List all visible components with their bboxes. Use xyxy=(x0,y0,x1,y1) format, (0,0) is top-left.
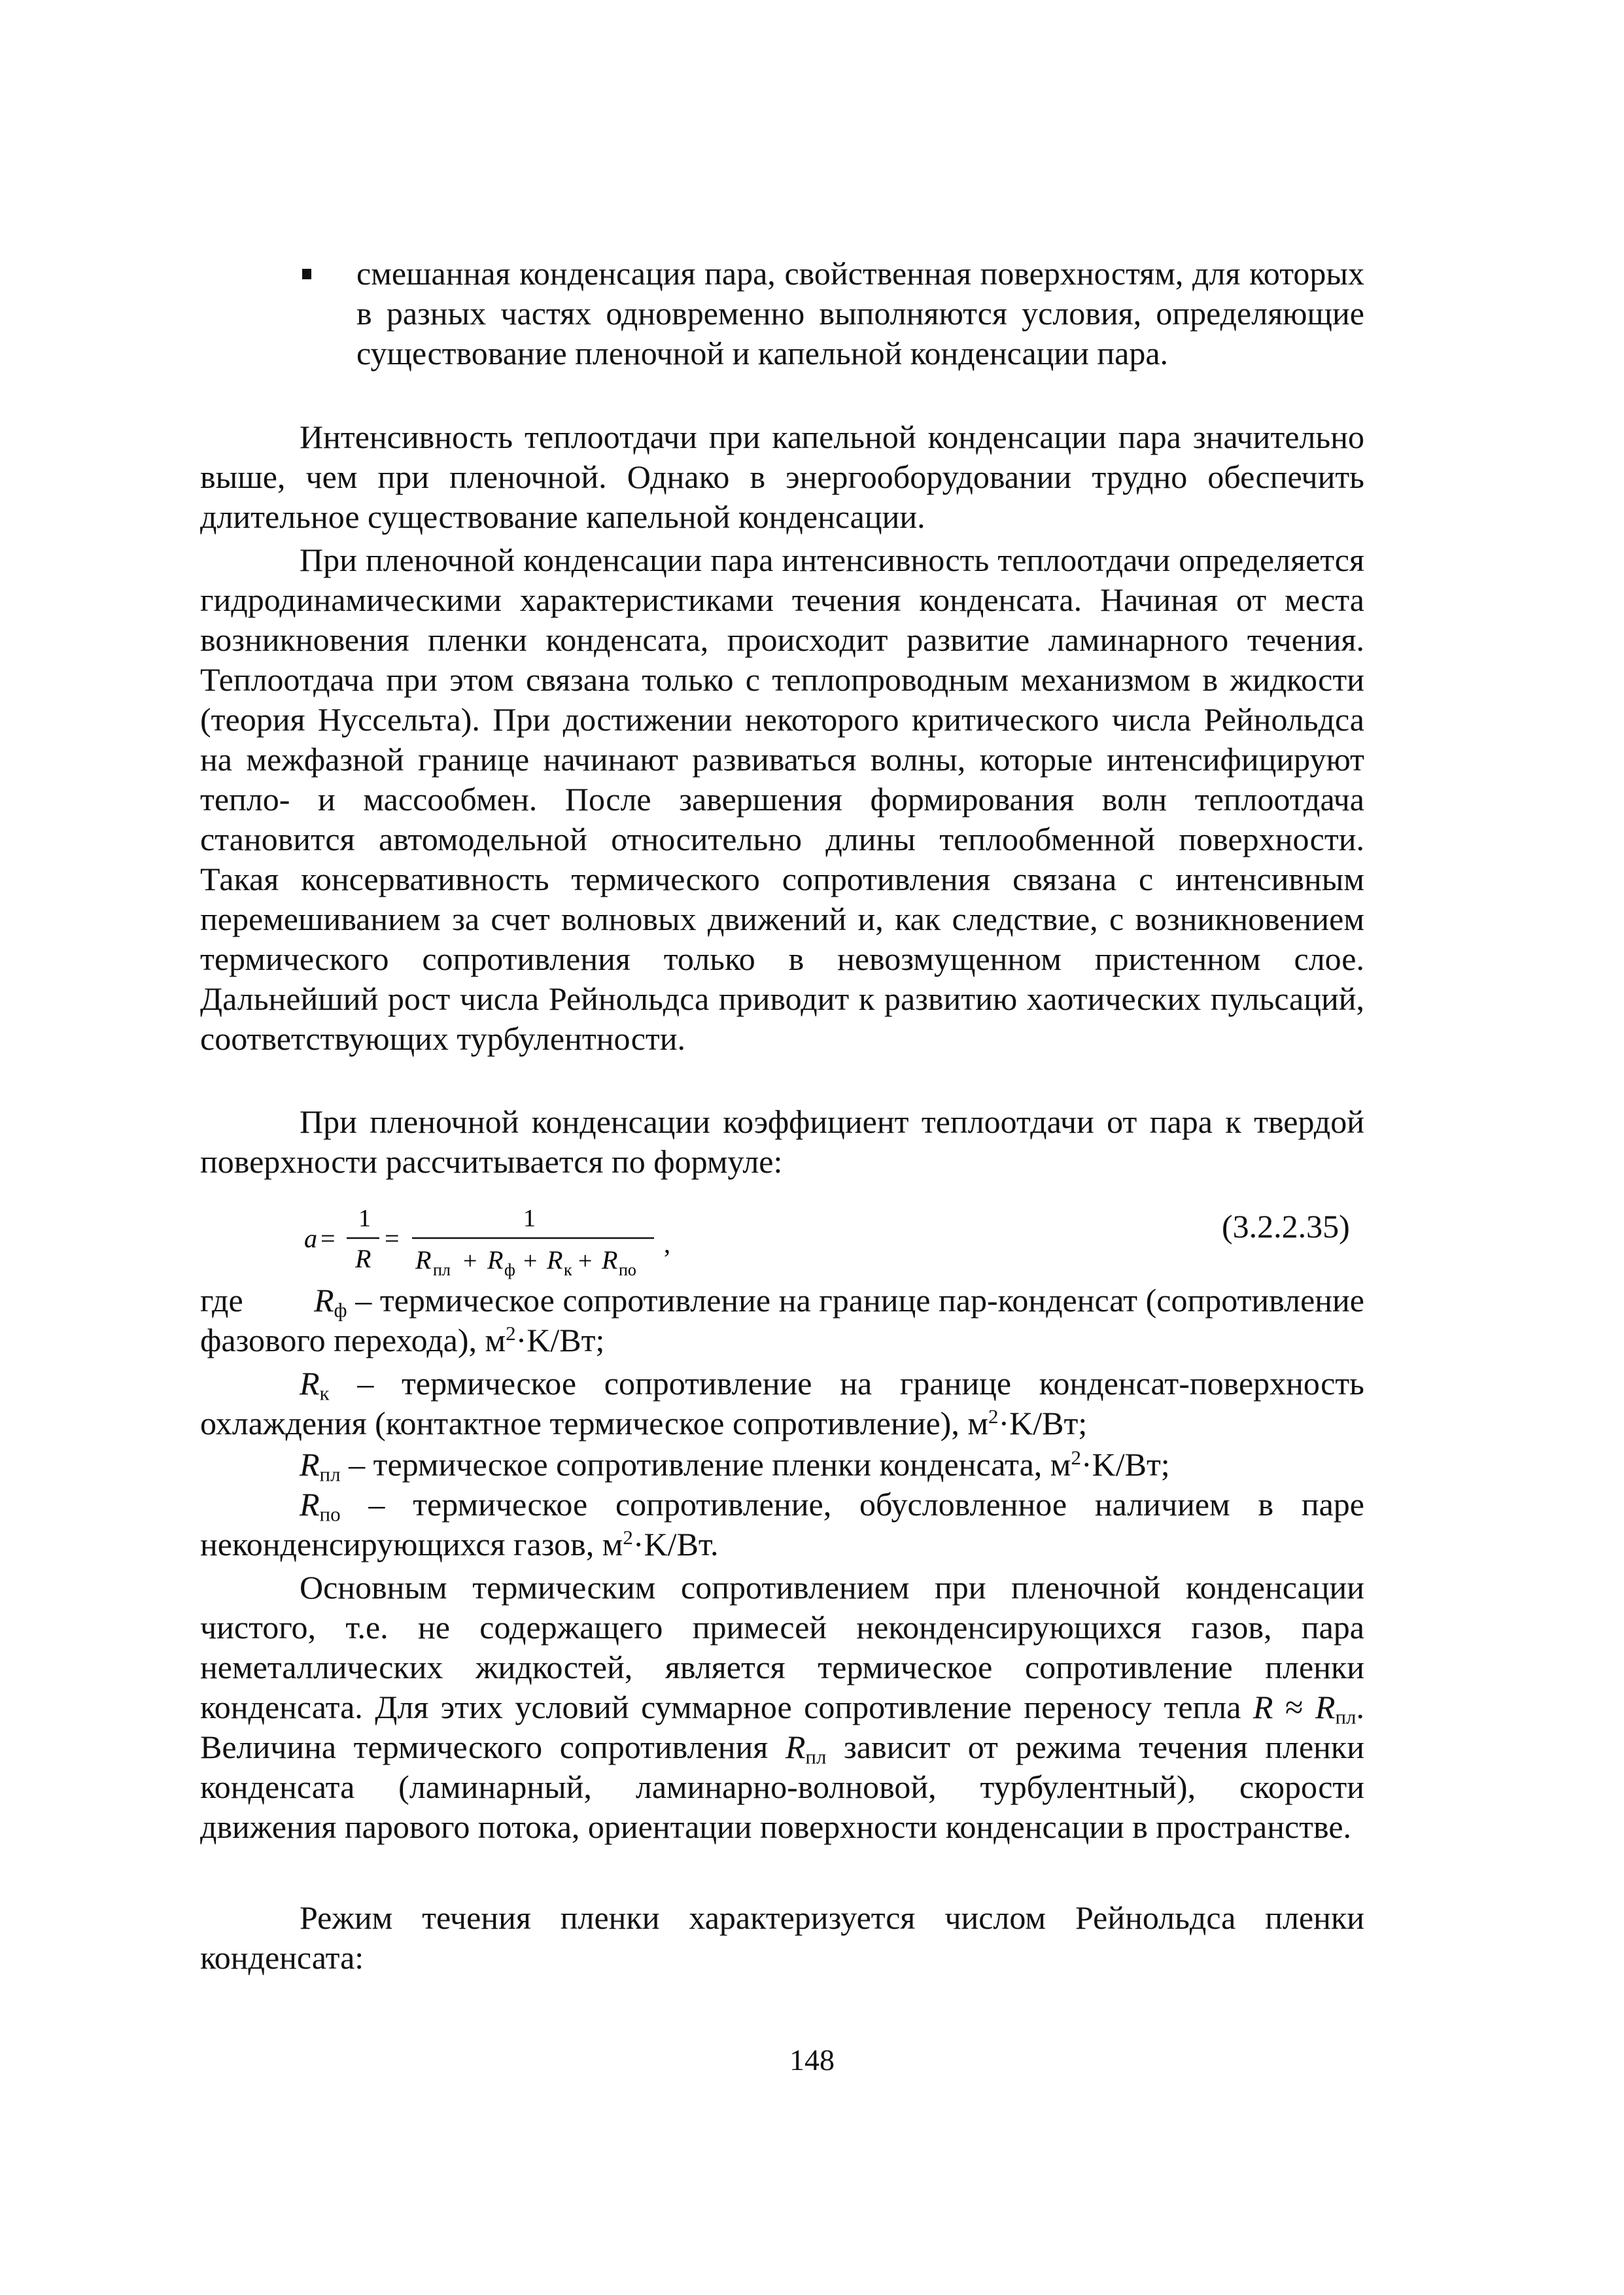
def-superscript: 2 xyxy=(1071,1445,1081,1469)
formula-number: (3.2.2.35) xyxy=(1222,1208,1350,1245)
formula-lhs: a xyxy=(304,1224,317,1253)
def-text: – термическое сопротивление пленки конденсата, м xyxy=(340,1446,1071,1483)
main-text-pre: Основным термическим сопротивлением при пленочной конденсации чистого, т.е. не содержащего примесей неконденсирующихся газов, пара неметаллических жидкостей, является термическое сопротивление пленки конденсата. Для этих условий суммарное сопротивление переносу тепла xyxy=(200,1569,1364,1725)
definition-R-k xyxy=(200,1364,1364,1443)
inline-R-pl-2: R xyxy=(785,1729,806,1765)
formula-3-2-2-35 xyxy=(301,1197,706,1282)
inline-R-pl: R xyxy=(1315,1689,1336,1725)
def-symbol: R xyxy=(314,1282,334,1319)
definition-R-po xyxy=(200,1485,1364,1564)
denom-plus-3: + xyxy=(578,1247,593,1275)
bullet-item-text: смешанная конденсация пара, свойственная поверхностям, для которых в разных частях одновременно выполняются условия, определяющие существование пленочной и капельной конденсации пара. xyxy=(356,255,1364,371)
denom-plus-1: + xyxy=(463,1247,477,1275)
paragraph-film-condensation: При пленочной конденсации пара интенсивность теплоотдачи определяется гидродинамическими характеристиками течения конденсата. Начиная от места возникновения пленки конденсата, происходит развитие ламинарного течения. Теплоотдача при этом связана только с теплопроводным механизмом в жидкости (теория Нуссельта). При достижении некоторого критического числа Рейнольдса на межфазной границе начинают развиваться волны, которые интенсифицируют тепло- и массообмен. После завершения формирования волн теплоотдача становится автомодельной относительно длины теплообменной поверхности. Такая консервативность термического сопротивления связана с интенсивным перемешиванием за счет волновых движений и, как следствие, с возникновением термического сопротивления только в невозмущенном пристенном слое. Дальнейший рост числа Рейнольдса приводит к развитию хаотических пульсаций, соответствующих турбулентности. xyxy=(200,542,1364,1057)
def-unit: ·K/Вт; xyxy=(998,1405,1088,1441)
inline-approx: ≈ xyxy=(1273,1689,1315,1725)
definition-R-pl xyxy=(200,1445,1364,1485)
def-superscript: 2 xyxy=(623,1525,633,1549)
def-text: – термическое сопротивление на границе конденсат-поверхность охлаждения (контактное термическое сопротивление), м xyxy=(200,1365,1364,1441)
def-subscript: по xyxy=(319,1502,341,1526)
paragraph-coefficient: При пленочной конденсации коэффициент теплоотдачи от пара к твердой поверхности рассчитывается по формуле: xyxy=(200,1103,1364,1180)
main-text-mid: . Величина термического сопротивления xyxy=(200,1689,1364,1765)
def-symbol: R xyxy=(300,1365,320,1402)
formula-denominator-R: R xyxy=(355,1244,371,1273)
denom-sub-po: по xyxy=(619,1260,636,1279)
formula-eq-2: = xyxy=(385,1224,400,1253)
def-unit: ·K/Вт; xyxy=(1080,1446,1170,1483)
denom-sub-f: ф xyxy=(504,1260,515,1279)
inline-sub-pl-2: пл xyxy=(805,1745,827,1769)
bullet-marker xyxy=(302,269,311,279)
def-text: – термическое сопротивление на границе пар-конденсат (сопротивление фазового перехода), м xyxy=(200,1282,1364,1358)
paragraph-main-resistance xyxy=(200,1568,1364,1847)
def-subscript: ф xyxy=(334,1298,347,1322)
denom-sub-pl: пл xyxy=(433,1260,451,1279)
inline-sub-pl: пл xyxy=(1335,1705,1356,1729)
def-unit: ·K/Вт. xyxy=(632,1526,719,1562)
paragraph-regime: Режим течения пленки характеризуется числом Рейнольдса пленки конденсата: xyxy=(200,1899,1364,1976)
denom-sub-k: к xyxy=(564,1260,572,1279)
inline-R: R xyxy=(1253,1689,1273,1725)
denom-R-pl: R xyxy=(415,1245,432,1275)
def-superscript: 2 xyxy=(506,1321,516,1345)
paragraph-intensity: Интенсивность теплоотдачи при капельной конденсации пара значительно выше, чем при пленочной. Однако в энергооборудовании трудно обеспечить длительное существование капельной конденсации. xyxy=(200,419,1364,535)
formula-eq-1: = xyxy=(320,1224,336,1253)
def-unit: ·K/Вт; xyxy=(515,1322,605,1358)
where-word: где xyxy=(200,1282,243,1319)
page-number: 148 xyxy=(789,2043,835,2077)
denom-R-po: R xyxy=(602,1245,618,1275)
formula-numerator-2: 1 xyxy=(523,1205,536,1232)
denom-R-k: R xyxy=(547,1245,563,1275)
def-text: – термическое сопротивление, обусловленное наличием в паре неконденсирующихся газов, м xyxy=(200,1486,1364,1562)
def-symbol: R xyxy=(300,1446,320,1483)
def-symbol: R xyxy=(300,1486,320,1523)
def-subscript: пл xyxy=(319,1462,341,1486)
def-superscript: 2 xyxy=(988,1404,999,1428)
denom-plus-2: + xyxy=(523,1247,538,1275)
def-subscript: к xyxy=(319,1381,330,1405)
formula-numerator-1: 1 xyxy=(358,1205,371,1232)
formula-comma: , xyxy=(664,1229,670,1258)
definition-R-f xyxy=(200,1281,1364,1360)
denom-R-f: R xyxy=(487,1245,504,1275)
main-text-post: зависит от режима течения пленки конденсата (ламинарный, ламинарно-волновой, турбулентный), скорости движения парового потока, ориентации поверхности конденсации в пространстве. xyxy=(200,1729,1364,1845)
